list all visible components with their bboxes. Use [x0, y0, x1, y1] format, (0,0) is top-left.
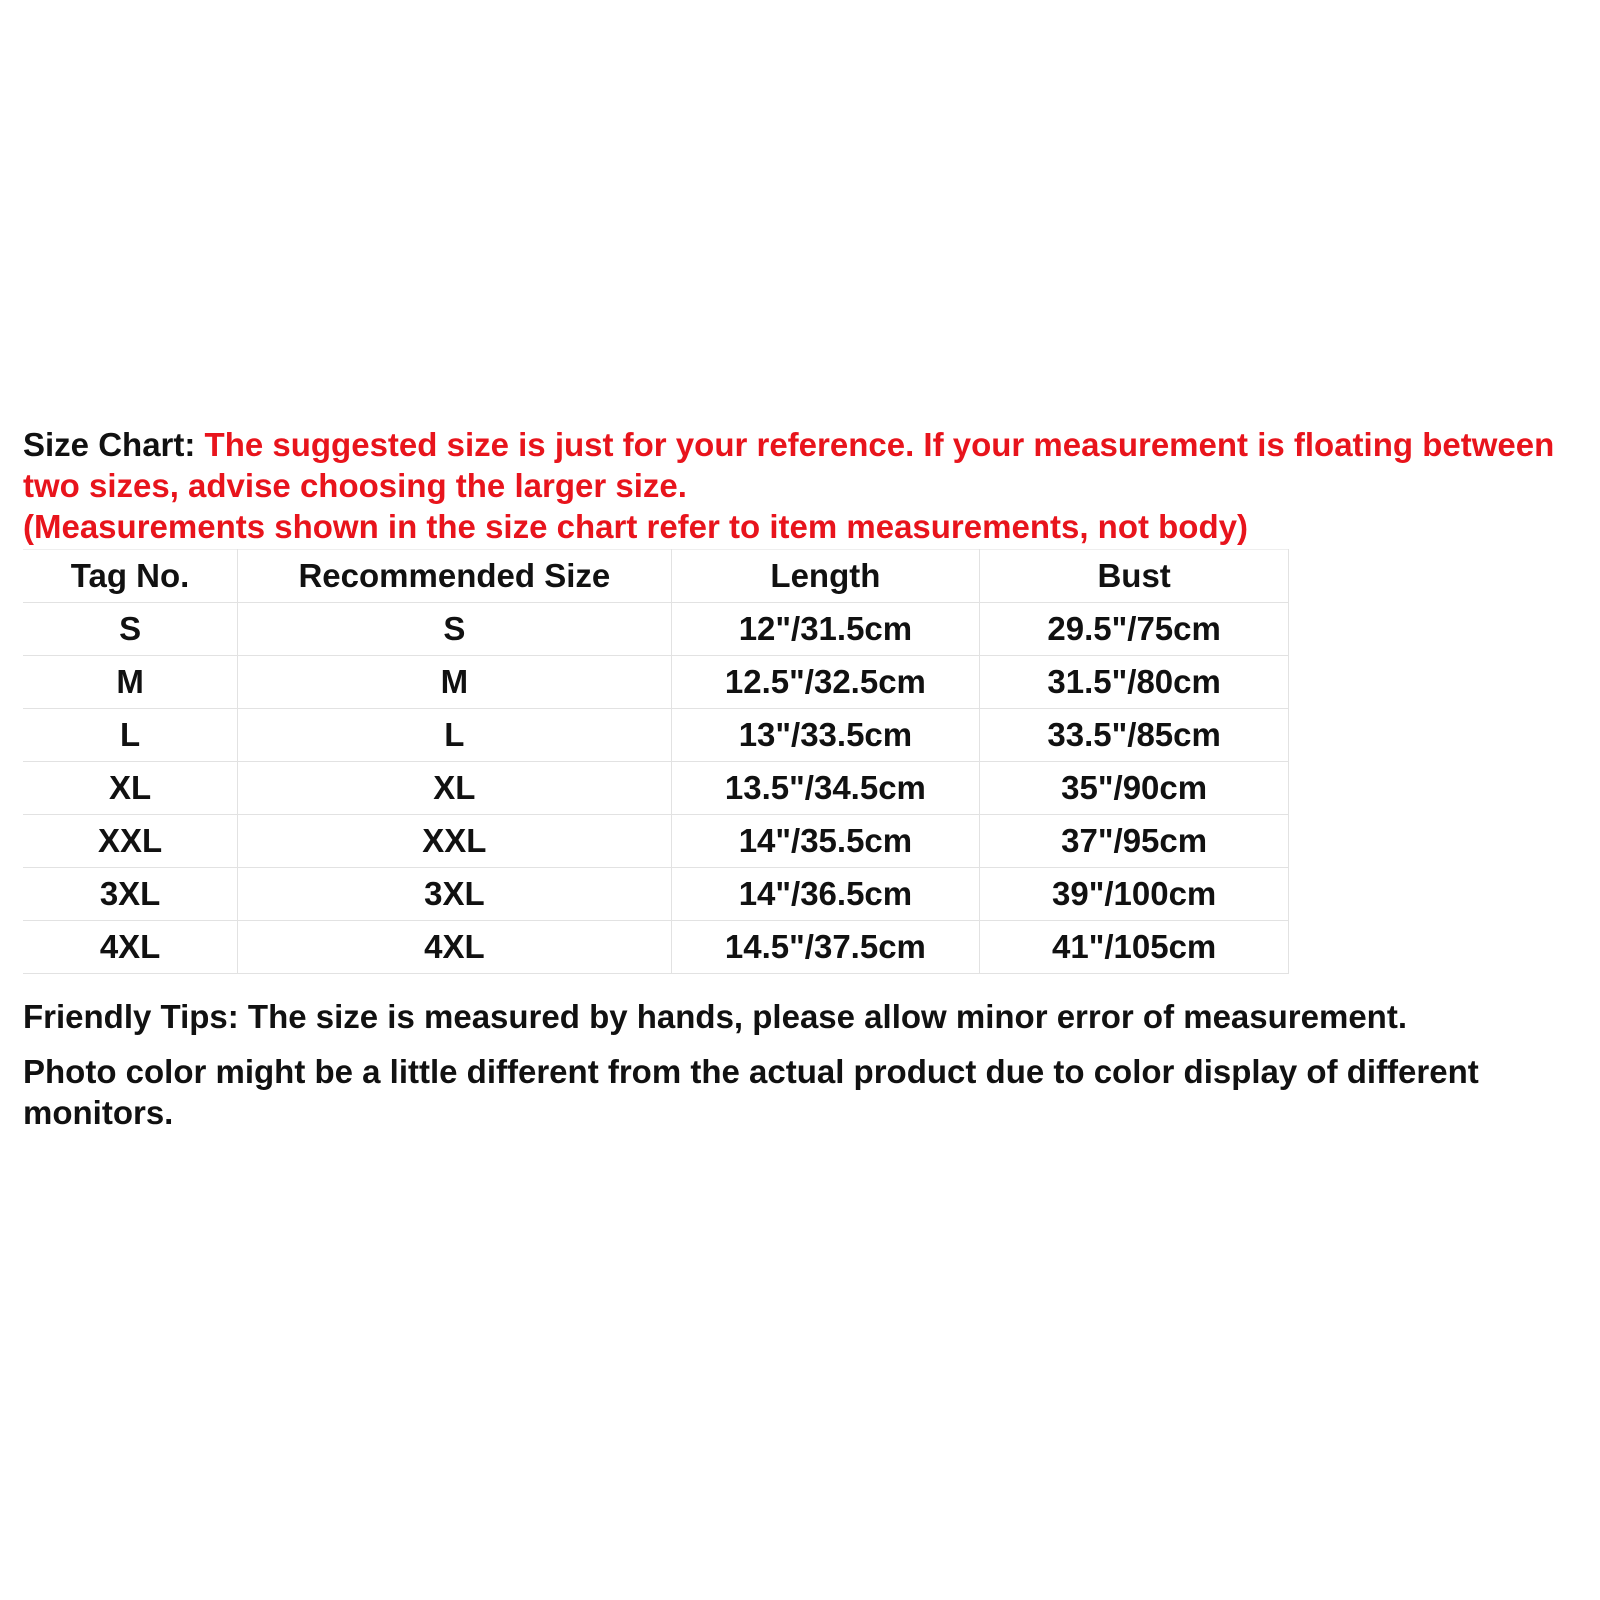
- size-table: [23, 549, 1289, 974]
- table-row: [23, 603, 1289, 656]
- tag-cell: M: [23, 656, 238, 709]
- table-row: [23, 868, 1289, 921]
- bust-cell: 29.5"/75cm: [980, 603, 1289, 656]
- bust-cell: 39"/100cm: [980, 868, 1289, 921]
- table-row: [23, 656, 1289, 709]
- recommended-size-cell: 3XL: [238, 868, 671, 921]
- length-cell: 12.5"/32.5cm: [671, 656, 980, 709]
- length-cell: 13"/33.5cm: [671, 709, 980, 762]
- length-cell: 13.5"/34.5cm: [671, 762, 980, 815]
- bust-cell: 41"/105cm: [980, 921, 1289, 974]
- recommended-size-cell: XL: [238, 762, 671, 815]
- column-header-bust: Bust: [980, 550, 1289, 603]
- recommended-size-cell: L: [238, 709, 671, 762]
- length-cell: 14.5"/37.5cm: [671, 921, 980, 974]
- friendly-tips: Friendly Tips: The size is measured by hands, please allow minor error of measurement.: [23, 998, 1407, 1035]
- bust-cell: 33.5"/85cm: [980, 709, 1289, 762]
- recommended-size-cell: S: [238, 603, 671, 656]
- column-header-length: Length: [671, 550, 980, 603]
- tag-cell: L: [23, 709, 238, 762]
- size-notice: The suggested size is just for your reference. If your measurement is floating between two sizes, advise choosing the larger size.: [23, 426, 1555, 504]
- size-chart-document: [23, 424, 1583, 1133]
- table-row: [23, 709, 1289, 762]
- length-cell: 14"/36.5cm: [671, 868, 980, 921]
- recommended-size-cell: XXL: [238, 815, 671, 868]
- table-header-row: [23, 550, 1289, 603]
- size-chart-label: Size Chart:: [23, 426, 196, 463]
- measurement-note: (Measurements shown in the size chart refer to item measurements, not body): [23, 508, 1248, 545]
- tag-cell: XL: [23, 762, 238, 815]
- photo-color-note: Photo color might be a little different from the actual product due to color display of different monitors.: [23, 1053, 1479, 1131]
- length-cell: 14"/35.5cm: [671, 815, 980, 868]
- column-header-tag-no: Tag No.: [23, 550, 238, 603]
- table-row: [23, 815, 1289, 868]
- bust-cell: 35"/90cm: [980, 762, 1289, 815]
- column-header-recommended-size: Recommended Size: [238, 550, 671, 603]
- bust-cell: 37"/95cm: [980, 815, 1289, 868]
- size-chart-intro: [23, 424, 1583, 506]
- tag-cell: 3XL: [23, 868, 238, 921]
- recommended-size-cell: 4XL: [238, 921, 671, 974]
- bust-cell: 31.5"/80cm: [980, 656, 1289, 709]
- recommended-size-cell: M: [238, 656, 671, 709]
- tag-cell: XXL: [23, 815, 238, 868]
- table-row: [23, 921, 1289, 974]
- table-row: [23, 762, 1289, 815]
- length-cell: 12"/31.5cm: [671, 603, 980, 656]
- tag-cell: S: [23, 603, 238, 656]
- tag-cell: 4XL: [23, 921, 238, 974]
